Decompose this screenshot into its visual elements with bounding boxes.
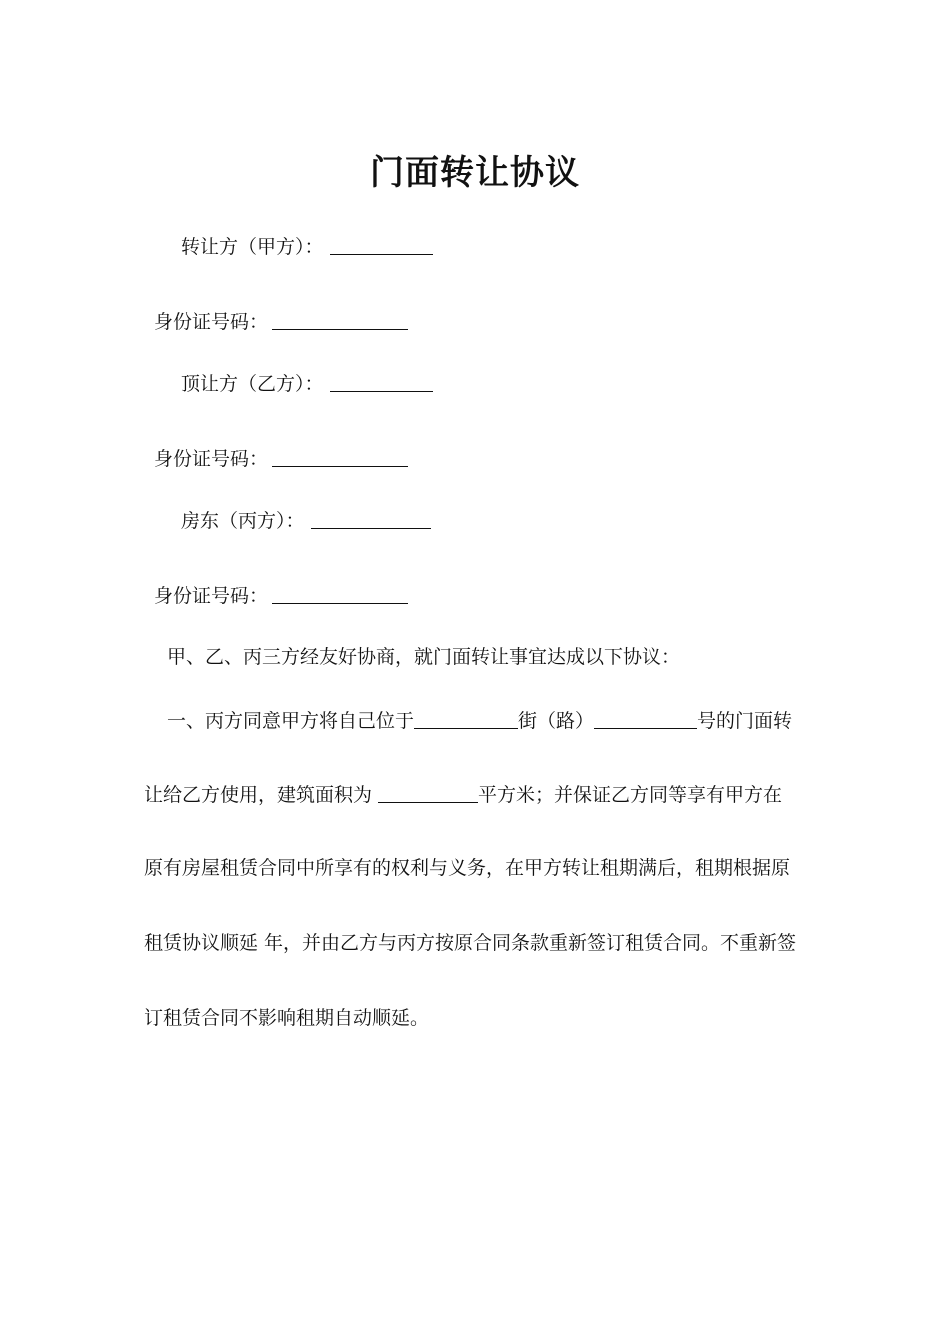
clause1-text-a: 一、丙方同意甲方将自己位于 [167,710,415,732]
party-b-id-line [154,444,408,472]
party-a-name-blank [330,234,433,255]
party-c-id-blank [272,583,408,604]
street-blank [414,708,518,729]
document-title: 门面转让协议 [370,153,580,193]
clause1-text-e: 平方米；并保证乙方同等享有甲方在 [478,784,783,806]
area-blank [378,782,478,803]
party-a-id-line [154,307,408,335]
party-b-label: 顶让方（乙方）： [181,373,324,395]
clause1-text-d: 让给乙方使用，建筑面积为 [144,784,379,806]
party-b-id-blank [272,446,408,467]
number-blank [594,708,697,729]
party-b-line [181,369,433,397]
intro-paragraph: 甲、乙、丙三方经友好协商，就门面转让事宜达成以下协议： [167,646,681,668]
party-a-line [181,232,433,260]
party-b-id-label: 身份证号码： [154,448,269,470]
party-c-id-label: 身份证号码： [154,585,269,607]
clause1-line2 [144,780,782,808]
party-c-line [181,506,431,534]
clause1-line3: 原有房屋租赁合同中所享有的权利与义务，在甲方转让租期满后，租期根据原 [144,857,791,879]
clause1-line4: 租赁协议顺延 年，并由乙方与丙方按原合同条款重新签订租赁合同。不重新签 [144,932,797,954]
party-c-name-blank [311,508,431,529]
party-b-name-blank [330,371,433,392]
party-c-label: 房东（丙方）： [181,510,305,532]
party-c-id-line [154,581,408,609]
party-a-id-blank [272,309,408,330]
clause1-text-c: 号的门面转 [697,710,793,732]
party-a-label: 转让方（甲方）： [181,236,324,258]
clause1-line5: 订租赁合同不影响租期自动顺延。 [144,1007,430,1029]
clause1-text-b: 街（路） [518,710,595,732]
clause1-line1 [167,706,792,734]
party-a-id-label: 身份证号码： [154,311,269,333]
